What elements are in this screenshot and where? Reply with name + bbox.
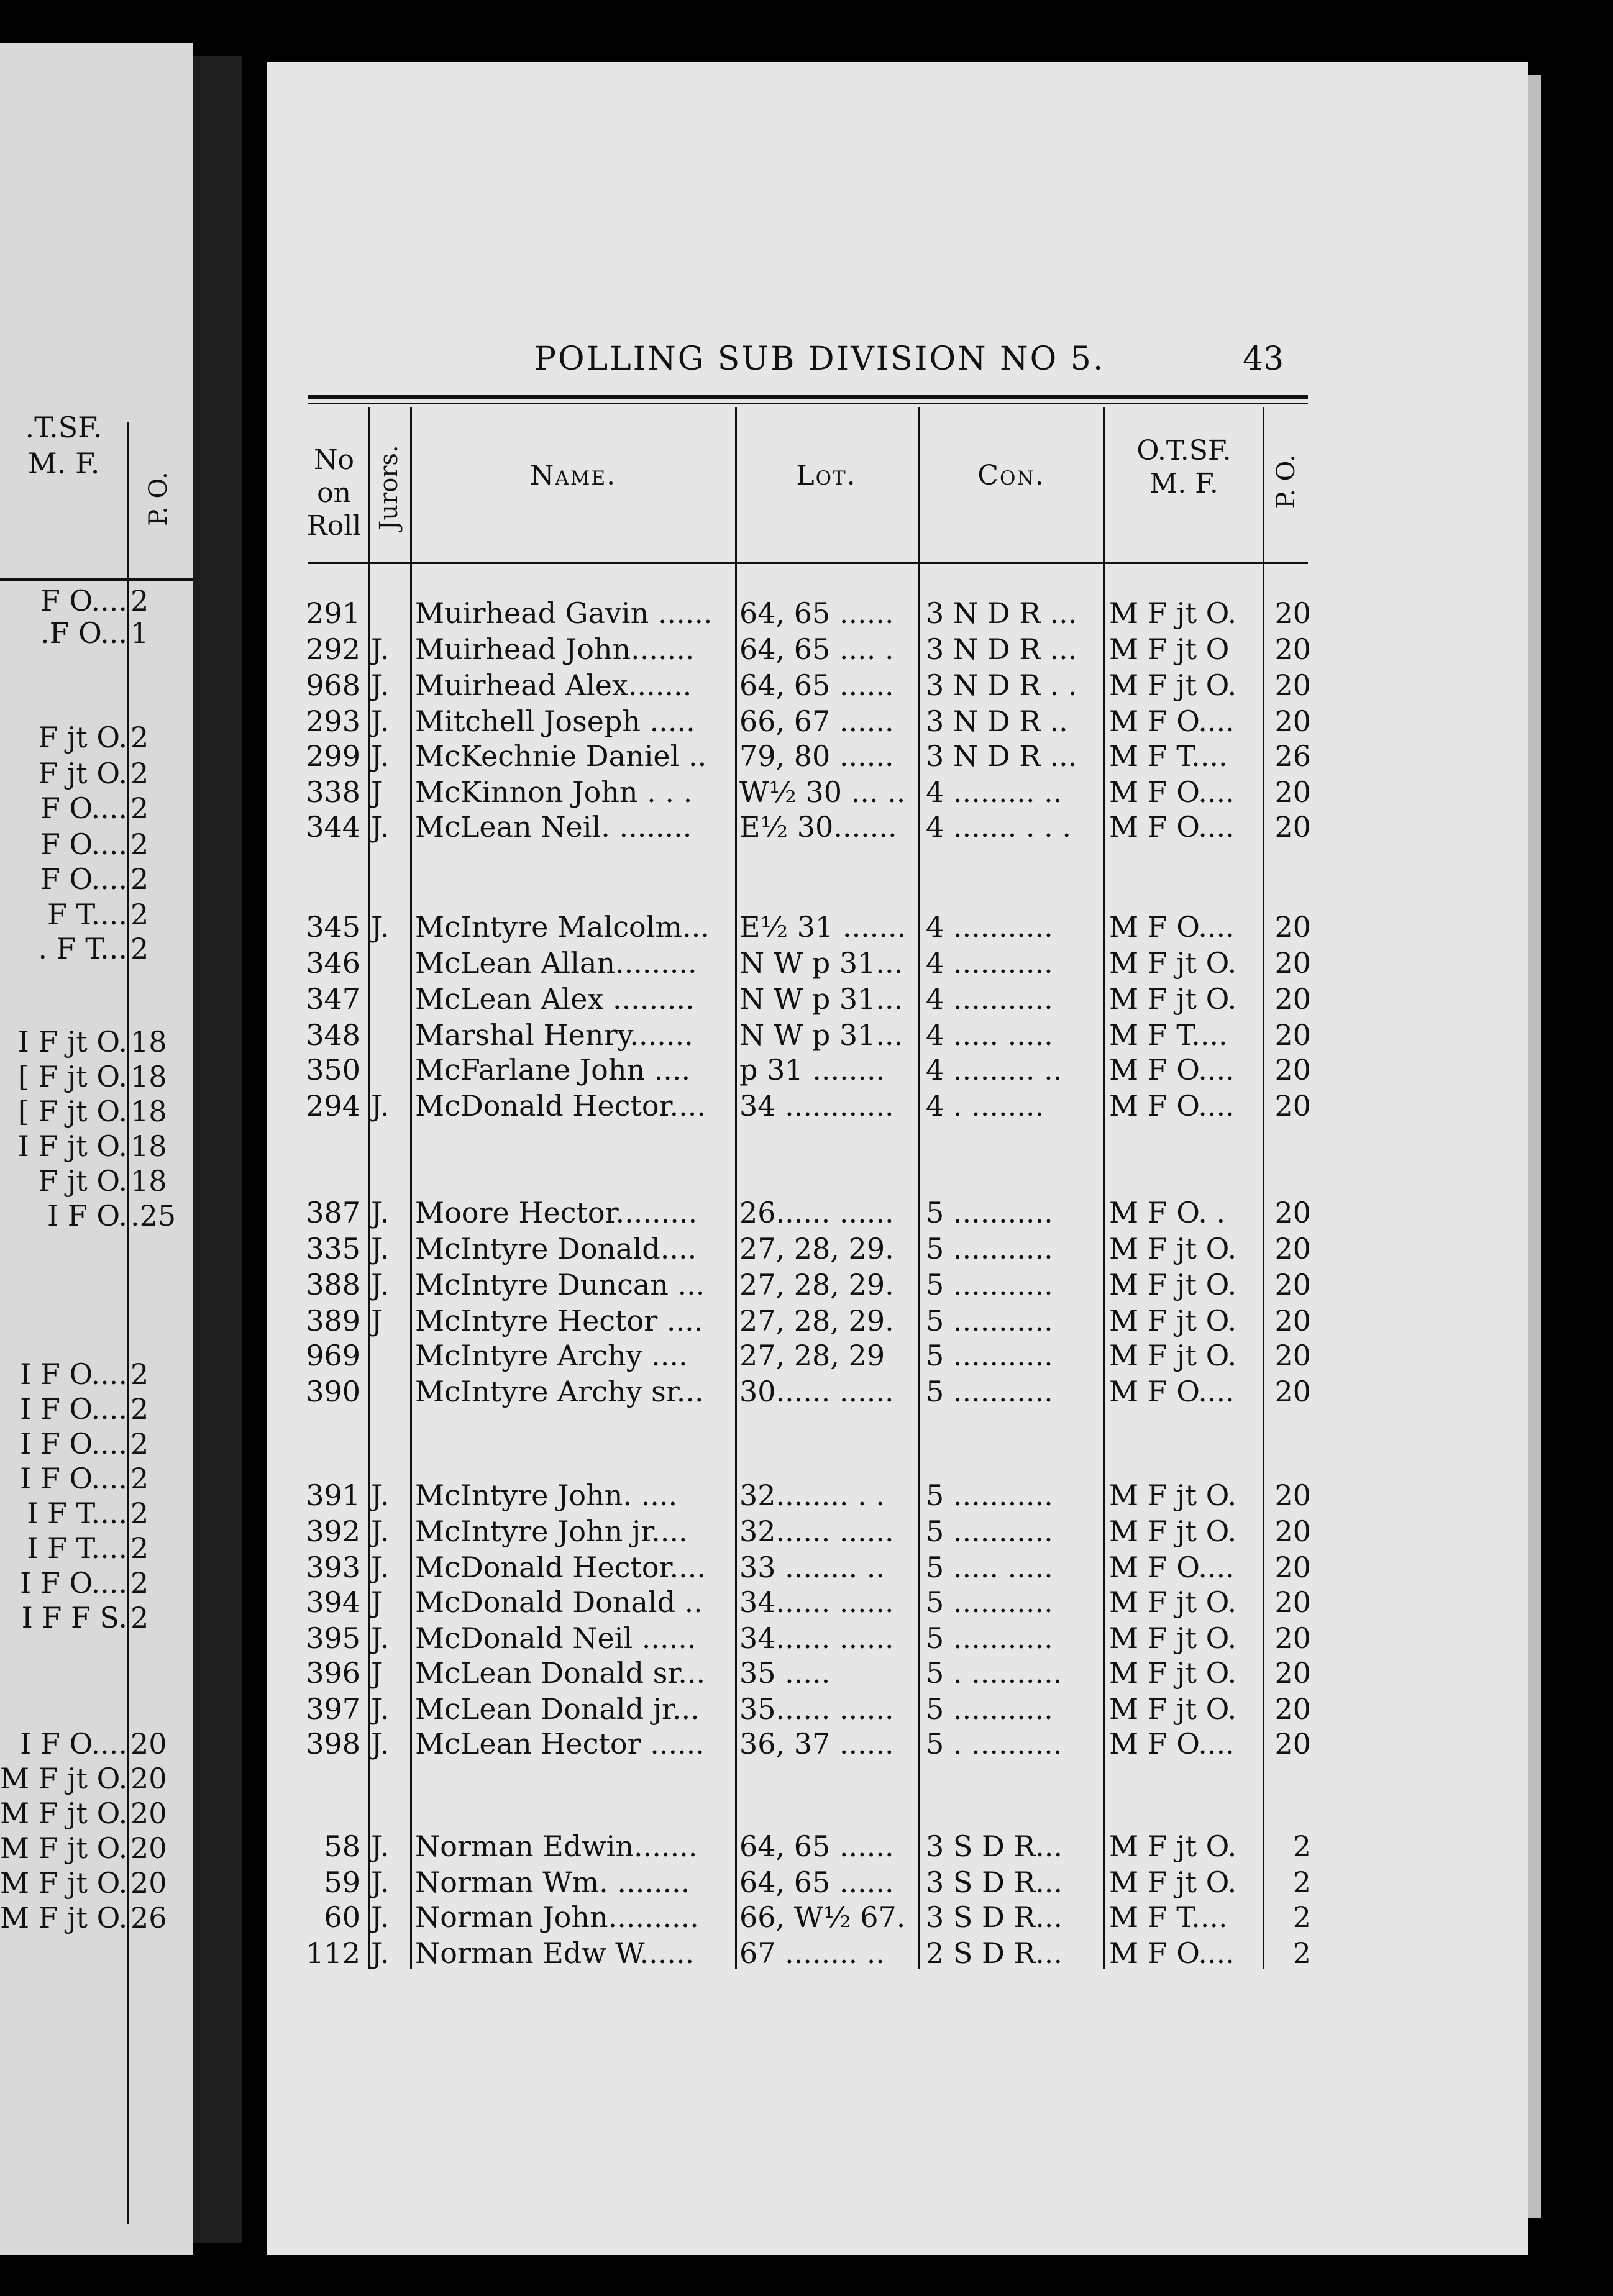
header-lot: Lot. xyxy=(796,460,857,491)
header-top-rule-2 xyxy=(308,403,1308,404)
left-cell-po: 18 xyxy=(130,1060,167,1093)
cell-po: 20 xyxy=(1274,1585,1311,1619)
left-cell-value: I F O.... xyxy=(20,1727,127,1761)
left-cell-value: I F O.... xyxy=(20,1392,127,1426)
cell-con: 5 . .......... xyxy=(926,1727,1062,1761)
left-cell-po: 18 xyxy=(130,1164,167,1198)
header-no-line3: Roll xyxy=(306,509,362,542)
cell-con: 4 ........... xyxy=(926,946,1053,980)
cell-jur: J. xyxy=(371,739,390,773)
cell-lot: E½ 31 ....... xyxy=(739,910,907,944)
cell-po: 20 xyxy=(1274,1232,1311,1265)
left-cell-value: M F jt O. xyxy=(0,1866,128,1900)
left-cell-po: 2 xyxy=(130,1427,149,1460)
cell-po: 20 xyxy=(1274,1304,1311,1337)
cell-po: 20 xyxy=(1274,1053,1311,1086)
left-cell-po: 20 xyxy=(130,1866,167,1900)
cell-ots: M F jt O xyxy=(1109,632,1230,666)
divider-name-lot xyxy=(735,407,737,1969)
cell-ots: M F jt O. xyxy=(1109,1515,1237,1548)
cell-con: 4 ........... xyxy=(926,910,1053,944)
header-top-rule xyxy=(308,395,1308,399)
cell-ots: M F O.... xyxy=(1109,1936,1235,1970)
left-header-otsf-line2: M. F. xyxy=(27,446,100,480)
left-cell-po: 2 xyxy=(130,862,149,896)
cell-ots: M F O.... xyxy=(1109,910,1235,944)
left-cell-po: 18 xyxy=(130,1129,167,1163)
cell-lot: 64, 65 ...... xyxy=(739,596,894,630)
left-cell-value: F jt O. xyxy=(38,1164,127,1198)
cell-po: 20 xyxy=(1274,982,1311,1016)
cell-no: 344 xyxy=(306,810,360,844)
cell-ots: M F jt O. xyxy=(1109,1829,1237,1863)
cell-name: McIntyre Duncan ... xyxy=(415,1268,705,1301)
cell-jur: J. xyxy=(371,1727,390,1761)
cell-no: 60 xyxy=(324,1900,360,1934)
cell-name: Norman Edwin....... xyxy=(415,1829,698,1863)
cell-jur: J xyxy=(371,1304,383,1337)
left-cell-po: 2 xyxy=(130,721,149,754)
left-cell-po: 20 xyxy=(130,1831,167,1865)
left-cell-value: F jt O. xyxy=(38,721,127,754)
header-jurors: Jurors. xyxy=(375,445,403,531)
cell-ots: M F jt O. xyxy=(1109,1339,1237,1372)
left-cell-po: 2 xyxy=(130,757,149,790)
left-header-rule xyxy=(0,578,193,581)
cell-po: 20 xyxy=(1274,1692,1311,1726)
divider-con-otsf xyxy=(1103,407,1105,1969)
cell-po: 2 xyxy=(1292,1936,1311,1970)
cell-jur: J. xyxy=(371,1936,390,1970)
cell-name: McDonald Hector.... xyxy=(415,1089,706,1123)
cell-no: 294 xyxy=(306,1089,360,1123)
header-con: Con. xyxy=(977,460,1045,491)
cell-jur: J. xyxy=(371,1829,390,1863)
cell-ots: M F O. . xyxy=(1109,1196,1226,1229)
cell-name: McLean Donald jr... xyxy=(415,1692,700,1726)
cell-name: McIntyre Archy sr... xyxy=(415,1375,704,1408)
cell-no: 347 xyxy=(306,982,360,1016)
cell-jur: J. xyxy=(371,704,390,738)
cell-lot: W½ 30 ... .. xyxy=(739,775,906,809)
cell-jur: J. xyxy=(371,1268,390,1301)
cell-con: 5 ........... xyxy=(926,1621,1053,1655)
left-cell-po: 18 xyxy=(130,1095,167,1128)
cell-jur: J. xyxy=(371,1478,390,1512)
left-cell-po: 2 xyxy=(130,1531,149,1565)
left-cell-po: 2 xyxy=(130,1601,149,1634)
left-cell-value: F T.... xyxy=(47,898,127,931)
cell-po: 20 xyxy=(1274,668,1311,702)
left-cell-value: M F jt O. xyxy=(0,1901,128,1934)
left-cell-po: 20 xyxy=(130,1797,167,1830)
cell-po: 20 xyxy=(1274,1375,1311,1408)
cell-lot: 66, W½ 67. xyxy=(739,1900,906,1934)
cell-name: McDonald Donald .. xyxy=(415,1585,703,1619)
left-cell-po: 2 xyxy=(130,1496,149,1530)
cell-lot: 34...... ...... xyxy=(739,1621,894,1655)
left-cell-value: I F T.... xyxy=(27,1496,127,1530)
cell-lot: 27, 28, 29. xyxy=(739,1232,894,1265)
left-cell-value: M F jt O. xyxy=(0,1762,128,1795)
header-no-on-roll xyxy=(301,444,367,542)
cell-con: 5 ........... xyxy=(926,1268,1053,1301)
cell-ots: M F O.... xyxy=(1109,1089,1235,1123)
cell-ots: M F jt O. xyxy=(1109,596,1237,630)
cell-po: 20 xyxy=(1274,910,1311,944)
cell-jur: J. xyxy=(371,810,390,844)
cell-con: 3 S D R... xyxy=(926,1866,1063,1899)
cell-lot: 32........ . . xyxy=(739,1478,885,1512)
header-otsf xyxy=(1105,435,1263,501)
cell-no: 345 xyxy=(306,910,360,944)
cell-name: Norman Wm. ........ xyxy=(415,1866,690,1899)
left-facing-page xyxy=(0,43,193,2255)
cell-ots: M F jt O. xyxy=(1109,1478,1237,1512)
cell-lot: 30...... ...... xyxy=(739,1375,894,1408)
cell-ots: M F jt O. xyxy=(1109,1232,1237,1265)
cell-con: 3 N D R ... xyxy=(926,739,1077,773)
cell-lot: 36, 37 ...... xyxy=(739,1727,894,1761)
left-cell-po: 1 xyxy=(130,616,149,650)
cell-lot: 32...... ...... xyxy=(739,1515,894,1548)
cell-name: McDonald Neil ...... xyxy=(415,1621,697,1655)
cell-name: McIntyre Hector .... xyxy=(415,1304,703,1337)
running-head: POLLING SUB DIVISION NO 5. xyxy=(534,340,1105,378)
cell-ots: M F jt O. xyxy=(1109,1268,1237,1301)
cell-ots: M F jt O. xyxy=(1109,1692,1237,1726)
left-cell-po: .25 xyxy=(130,1199,176,1232)
cell-no: 335 xyxy=(306,1232,360,1265)
cell-jur: J. xyxy=(371,1089,390,1123)
left-cell-value: I F T.... xyxy=(27,1531,127,1565)
cell-name: McKechnie Daniel .. xyxy=(415,739,707,773)
cell-po: 20 xyxy=(1274,1551,1311,1584)
left-cell-po: 2 xyxy=(130,827,149,861)
cell-con: 5 ........... xyxy=(926,1196,1053,1229)
left-cell-value: . F T... xyxy=(38,932,127,965)
cell-con: 4 . ........ xyxy=(926,1089,1044,1123)
cell-con: 5 ........... xyxy=(926,1375,1053,1408)
cell-no: 388 xyxy=(306,1268,360,1301)
cell-no: 346 xyxy=(306,946,360,980)
cell-po: 26 xyxy=(1274,739,1311,773)
cell-jur: J. xyxy=(371,1551,390,1584)
cell-con: 5 ........... xyxy=(926,1478,1053,1512)
cell-name: McIntyre Archy .... xyxy=(415,1339,688,1372)
cell-lot: 64, 65 ...... xyxy=(739,1829,894,1863)
cell-no: 58 xyxy=(324,1829,360,1863)
header-po: P. O. xyxy=(1272,454,1300,509)
cell-no: 392 xyxy=(306,1515,360,1548)
cell-name: Muirhead John....... xyxy=(415,632,695,666)
cell-name: McLean Neil. ........ xyxy=(415,810,692,844)
cell-no: 394 xyxy=(306,1585,360,1619)
cell-lot: 66, 67 ...... xyxy=(739,704,894,738)
cell-con: 3 S D R... xyxy=(926,1900,1063,1934)
cell-no: 391 xyxy=(306,1478,360,1512)
cell-jur: J. xyxy=(371,632,390,666)
cell-no: 396 xyxy=(306,1656,360,1690)
cell-no: 398 xyxy=(306,1727,360,1761)
cell-ots: M F jt O. xyxy=(1109,1304,1237,1337)
divider-juror-name xyxy=(410,407,412,1969)
cell-ots: M F O.... xyxy=(1109,1053,1235,1086)
cell-po: 20 xyxy=(1274,1339,1311,1372)
cell-con: 5 ........... xyxy=(926,1692,1053,1726)
cell-con: 3 N D R ... xyxy=(926,632,1077,666)
cell-name: Muirhead Gavin ...... xyxy=(415,596,713,630)
left-cell-value: I F O.... xyxy=(20,1566,127,1600)
cell-po: 20 xyxy=(1274,1089,1311,1123)
cell-ots: M F jt O. xyxy=(1109,1621,1237,1655)
cell-jur: J. xyxy=(371,1621,390,1655)
cell-con: 4 ......... .. xyxy=(926,1053,1062,1086)
left-header-po: P. O. xyxy=(144,472,173,526)
cell-lot: 67 ........ .. xyxy=(739,1936,885,1970)
cell-no: 390 xyxy=(306,1375,360,1408)
left-cell-po: 26 xyxy=(130,1901,167,1934)
cell-con: 5 ........... xyxy=(926,1304,1053,1337)
cell-con: 3 N D R . . xyxy=(926,668,1077,702)
cell-no: 299 xyxy=(306,739,360,773)
left-cell-value: I F O.... xyxy=(20,1427,127,1460)
cell-po: 20 xyxy=(1274,1621,1311,1655)
cell-no: 968 xyxy=(306,668,360,702)
left-cell-value: M F jt O. xyxy=(0,1797,128,1830)
left-column-divider xyxy=(127,422,129,2224)
cell-jur: J xyxy=(371,1585,383,1619)
cell-lot: 35...... ...... xyxy=(739,1692,894,1726)
cell-po: 20 xyxy=(1274,1478,1311,1512)
cell-name: McLean Alex ......... xyxy=(415,982,695,1016)
cell-con: 5 ........... xyxy=(926,1585,1053,1619)
cell-name: McLean Allan......... xyxy=(415,946,697,980)
cell-lot: 33 ........ .. xyxy=(739,1551,885,1584)
cell-con: 5 ........... xyxy=(926,1339,1053,1372)
cell-con: 3 S D R... xyxy=(926,1829,1063,1863)
cell-name: Norman John.......... xyxy=(415,1900,699,1934)
cell-jur: J. xyxy=(371,1515,390,1548)
left-cell-po: 2 xyxy=(130,1566,149,1600)
cell-jur: J xyxy=(371,1656,383,1690)
cell-ots: M F O.... xyxy=(1109,1551,1235,1584)
cell-lot: N W p 31... xyxy=(739,1018,903,1052)
cell-ots: M F jt O. xyxy=(1109,946,1237,980)
header-name: Name. xyxy=(529,460,617,491)
cell-con: 2 S D R... xyxy=(926,1936,1063,1970)
cell-po: 20 xyxy=(1274,1656,1311,1690)
cell-lot: 27, 28, 29. xyxy=(739,1304,894,1337)
cell-name: Mitchell Joseph ..... xyxy=(415,704,695,738)
left-cell-po: 2 xyxy=(130,1392,149,1426)
cell-po: 20 xyxy=(1274,810,1311,844)
cell-po: 20 xyxy=(1274,775,1311,809)
cell-lot: 79, 80 ...... xyxy=(739,739,894,773)
cell-po: 20 xyxy=(1274,1268,1311,1301)
cell-con: 5 ..... ..... xyxy=(926,1551,1053,1584)
cell-con: 3 N D R .. xyxy=(926,704,1068,738)
cell-ots: M F O.... xyxy=(1109,1727,1235,1761)
header-bottom-rule xyxy=(308,562,1308,564)
left-cell-value: M F jt O. xyxy=(0,1831,128,1865)
cell-po: 20 xyxy=(1274,946,1311,980)
cell-ots: M F T.... xyxy=(1109,1018,1228,1052)
left-header-otsf-line1: .T.SF. xyxy=(25,411,103,444)
left-cell-po: 2 xyxy=(130,791,149,825)
header-otsf-line1: O.T.SF. xyxy=(1136,435,1231,467)
left-cell-po: 2 xyxy=(130,898,149,931)
cell-ots: M F jt O. xyxy=(1109,1585,1237,1619)
cell-jur: J. xyxy=(371,1692,390,1726)
cell-no: 338 xyxy=(306,775,360,809)
cell-no: 292 xyxy=(306,632,360,666)
cell-jur: J. xyxy=(371,1196,390,1229)
cell-no: 395 xyxy=(306,1621,360,1655)
left-cell-value: F O.... xyxy=(40,827,127,861)
cell-no: 293 xyxy=(306,704,360,738)
cell-ots: M F jt O. xyxy=(1109,1866,1237,1899)
cell-con: 5 ........... xyxy=(926,1232,1053,1265)
left-cell-value: .F O... xyxy=(40,616,127,650)
cell-lot: N W p 31... xyxy=(739,946,903,980)
cell-lot: 27, 28, 29. xyxy=(739,1268,894,1301)
cell-con: 4 ......... .. xyxy=(926,775,1062,809)
cell-ots: M F O.... xyxy=(1109,775,1235,809)
left-cell-po: 2 xyxy=(130,932,149,965)
gutter-shadow xyxy=(193,56,242,2243)
left-cell-value: I F O.... xyxy=(20,1357,127,1391)
cell-name: McLean Donald sr... xyxy=(415,1656,706,1690)
cell-ots: M F jt O. xyxy=(1109,982,1237,1016)
left-cell-value: F O.... xyxy=(40,862,127,896)
cell-name: McIntyre John jr.... xyxy=(415,1515,688,1548)
cell-ots: M F jt O. xyxy=(1109,1656,1237,1690)
page-number: 43 xyxy=(1243,340,1284,378)
cell-no: 387 xyxy=(306,1196,360,1229)
cell-name: McIntyre John. .... xyxy=(415,1478,678,1512)
divider-no-juror xyxy=(368,407,370,1969)
cell-con: 5 ........... xyxy=(926,1515,1053,1548)
cell-name: Norman Edw W...... xyxy=(415,1936,695,1970)
left-cell-po: 2 xyxy=(130,1357,149,1391)
header-no-line1: No xyxy=(314,444,354,476)
cell-ots: M F jt O. xyxy=(1109,668,1237,702)
cell-lot: 64, 65 ...... xyxy=(739,1866,894,1899)
cell-lot: p 31 ........ xyxy=(739,1053,885,1086)
cell-name: McKinnon John . . . xyxy=(415,775,693,809)
cell-jur: J xyxy=(371,775,383,809)
left-cell-value: I F O.... xyxy=(20,1462,127,1495)
left-cell-po: 2 xyxy=(130,584,149,617)
left-cell-po: 18 xyxy=(130,1025,167,1059)
cell-po: 20 xyxy=(1274,704,1311,738)
cell-name: McLean Hector ...... xyxy=(415,1727,705,1761)
cell-ots: M F O.... xyxy=(1109,1375,1235,1408)
header-no-line2: on xyxy=(317,476,351,509)
cell-jur: J. xyxy=(371,668,390,702)
cell-lot: 34 ............ xyxy=(739,1089,894,1123)
left-cell-value: F O.... xyxy=(40,791,127,825)
cell-ots: M F O.... xyxy=(1109,810,1235,844)
cell-ots: M F O.... xyxy=(1109,704,1235,738)
cell-lot: 35 ..... xyxy=(739,1656,831,1690)
cell-no: 397 xyxy=(306,1692,360,1726)
cell-con: 4 ....... . . . xyxy=(926,810,1071,844)
left-cell-value: I F jt O. xyxy=(17,1129,127,1163)
cell-ots: M F T.... xyxy=(1109,739,1228,773)
left-cell-po: 20 xyxy=(130,1727,167,1761)
cell-no: 969 xyxy=(306,1339,360,1372)
cell-lot: N W p 31... xyxy=(739,982,903,1016)
cell-con: 5 . .......... xyxy=(926,1656,1062,1690)
left-cell-value: I F jt O. xyxy=(17,1025,127,1059)
cell-no: 393 xyxy=(306,1551,360,1584)
cell-name: McIntyre Malcolm... xyxy=(415,910,710,944)
cell-lot: 26...... ...... xyxy=(739,1196,894,1229)
cell-jur: J. xyxy=(371,1232,390,1265)
cell-name: McFarlane John .... xyxy=(415,1053,691,1086)
cell-name: Moore Hector......... xyxy=(415,1196,698,1229)
cell-name: Muirhead Alex....... xyxy=(415,668,692,702)
cell-lot: 27, 28, 29 xyxy=(739,1339,885,1372)
cell-jur: J. xyxy=(371,1866,390,1899)
left-header-otsf xyxy=(0,410,127,481)
cell-no: 348 xyxy=(306,1018,360,1052)
cell-con: 4 ........... xyxy=(926,982,1053,1016)
cell-lot: E½ 30....... xyxy=(739,810,897,844)
left-cell-value: I F O. xyxy=(47,1199,127,1232)
cell-no: 112 xyxy=(306,1936,360,1970)
cell-con: 3 N D R ... xyxy=(926,596,1077,630)
cell-jur: J. xyxy=(371,910,390,944)
left-cell-po: 20 xyxy=(130,1762,167,1795)
page-edge xyxy=(1528,75,1541,2218)
left-cell-value: I F F S. xyxy=(21,1601,127,1634)
cell-ots: M F T.... xyxy=(1109,1900,1228,1934)
cell-jur: J. xyxy=(371,1900,390,1934)
cell-po: 20 xyxy=(1274,596,1311,630)
cell-no: 389 xyxy=(306,1304,360,1337)
left-cell-value: [ F jt O. xyxy=(17,1095,127,1128)
cell-lot: 34...... ...... xyxy=(739,1585,894,1619)
cell-no: 350 xyxy=(306,1053,360,1086)
cell-po: 20 xyxy=(1274,632,1311,666)
left-cell-value: F jt O. xyxy=(38,757,127,790)
cell-po: 2 xyxy=(1292,1900,1311,1934)
header-otsf-line2: M. F. xyxy=(1149,467,1218,499)
left-cell-value: F O.... xyxy=(40,584,127,617)
cell-name: Marshal Henry....... xyxy=(415,1018,693,1052)
cell-po: 2 xyxy=(1292,1866,1311,1899)
cell-po: 20 xyxy=(1274,1018,1311,1052)
cell-con: 4 ..... ..... xyxy=(926,1018,1053,1052)
cell-name: McDonald Hector.... xyxy=(415,1551,706,1584)
cell-po: 2 xyxy=(1292,1829,1311,1863)
cell-lot: 64, 65 ...... xyxy=(739,668,894,702)
cell-no: 291 xyxy=(306,596,360,630)
cell-name: McIntyre Donald.... xyxy=(415,1232,697,1265)
cell-po: 20 xyxy=(1274,1727,1311,1761)
cell-lot: 64, 65 .... . xyxy=(739,632,894,666)
cell-po: 20 xyxy=(1274,1196,1311,1229)
left-cell-po: 2 xyxy=(130,1462,149,1495)
left-cell-value: [ F jt O. xyxy=(17,1060,127,1093)
cell-po: 20 xyxy=(1274,1515,1311,1548)
cell-no: 59 xyxy=(324,1866,360,1899)
